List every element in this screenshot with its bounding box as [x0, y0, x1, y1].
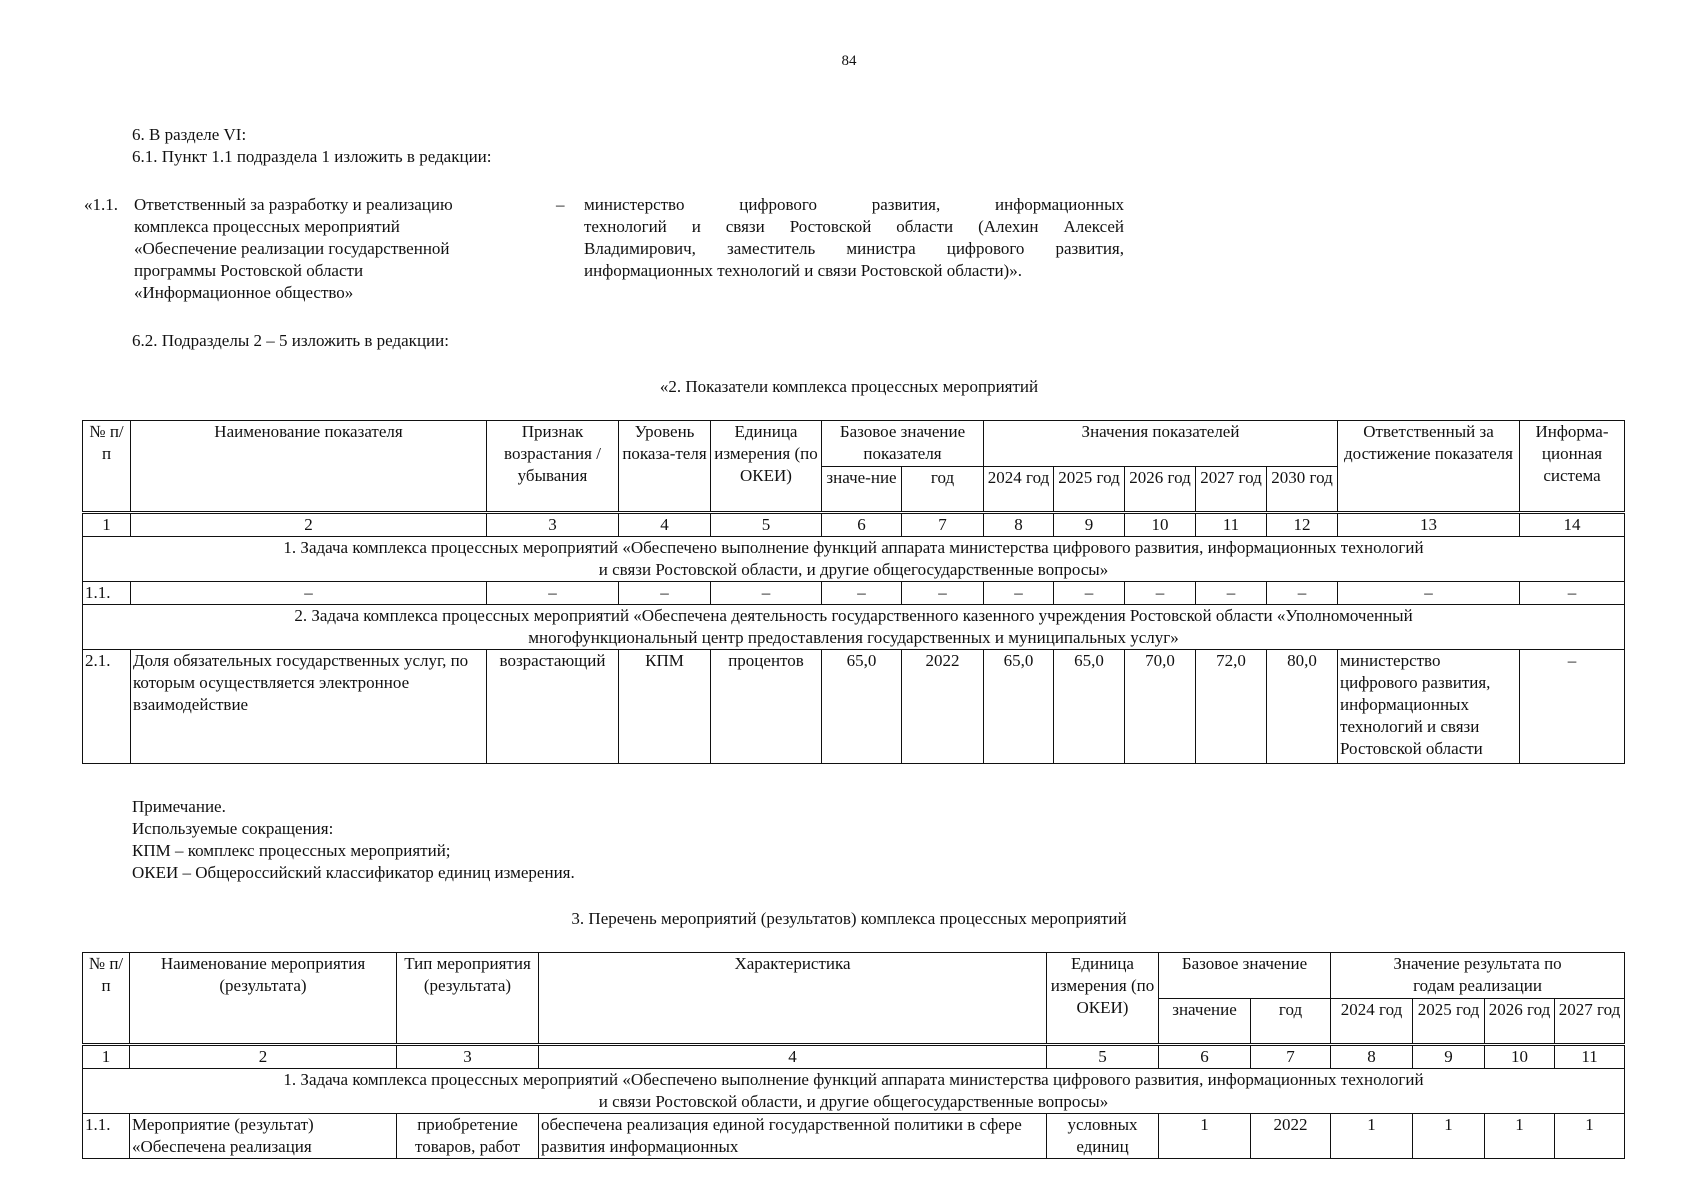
header-base-value: значе-ние — [822, 467, 902, 513]
header-base-value: значение — [1159, 999, 1251, 1045]
clause-left-text — [134, 194, 524, 304]
column-index: 8 — [1331, 1045, 1413, 1069]
task-2-heading: 2. Задача комплекса процессных мероприятий «Обеспечена деятельность государственного казенного учреждения Ростовской области «Уполномоченный многофункциональный центр предоставления государственных и муниципальных услуг» — [83, 605, 1625, 650]
clause-left-line: «Информационное общество» — [134, 283, 354, 302]
clause-left-line: «Обеспечение реализации государственной — [134, 239, 450, 258]
table-cell: – — [984, 582, 1054, 605]
task-row — [83, 537, 1625, 582]
column-index: 1 — [83, 513, 131, 537]
activity-unit: условных единиц — [1047, 1114, 1159, 1159]
header-level: Уровень показа-теля — [619, 421, 711, 513]
table-cell: – — [619, 582, 711, 605]
table-header-row — [83, 953, 1625, 999]
table2-title: 3. Перечень мероприятий (результатов) комплекса процессных мероприятий — [571, 909, 1127, 928]
header-year-2026: 2026 год — [1485, 999, 1555, 1045]
indicator-value-2026: 70,0 — [1125, 650, 1196, 764]
clause-number: «1.1. — [84, 195, 118, 214]
row-number: 1.1. — [83, 582, 131, 605]
table-cell: – — [711, 582, 822, 605]
header-sign: Признак возрастания / убывания — [487, 421, 619, 513]
column-index: 13 — [1338, 513, 1520, 537]
table-cell: – — [1054, 582, 1125, 605]
activity-value-2026: 1 — [1485, 1114, 1555, 1159]
note-line: ОКЕИ – Общероссийский классификатор единиц измерения. — [132, 863, 575, 882]
activity-base-value: 1 — [1159, 1114, 1251, 1159]
column-index: 5 — [711, 513, 822, 537]
clause-right-line: информационных технологий и связи Ростовской области)». — [584, 261, 1022, 280]
column-index: 6 — [822, 513, 902, 537]
column-index: 3 — [487, 513, 619, 537]
table-cell: – — [1338, 582, 1520, 605]
clause-left-line: программы Ростовской области — [134, 261, 364, 280]
column-index: 1 — [83, 1045, 130, 1069]
header-year-2027: 2027 год — [1196, 467, 1267, 513]
header-responsible: Ответственный за достижение показателя — [1338, 421, 1520, 513]
column-index: 9 — [1054, 513, 1125, 537]
clause-left-line: Ответственный за разработку и реализацию — [134, 195, 453, 214]
clause-right-line: министерство цифрового развития, информационных — [584, 195, 1124, 214]
column-index-row — [83, 1045, 1625, 1069]
row-number: 1.1. — [83, 1114, 130, 1159]
header-values: Значения показателей — [984, 421, 1338, 467]
task-row — [83, 1069, 1625, 1114]
table-cell: – — [1196, 582, 1267, 605]
note-line: Используемые сокращения: — [132, 819, 334, 838]
column-index: 5 — [1047, 1045, 1159, 1069]
table-row — [83, 582, 1625, 605]
header-characteristic: Характеристика — [539, 953, 1047, 1045]
table-cell: – — [822, 582, 902, 605]
page-number: 84 — [841, 53, 857, 69]
header-year-2024: 2024 год — [984, 467, 1054, 513]
indicator-system: – — [1520, 650, 1625, 764]
task-1-heading: 1. Задача комплекса процессных мероприятий «Обеспечено выполнение функций аппарата министерства цифрового развития, информационных технологий и связи Ростовской области, и другие общегосударственные вопросы» — [83, 1069, 1625, 1114]
indicators-table — [82, 420, 1625, 764]
header-system: Информа-ционная система — [1520, 421, 1625, 513]
activity-value-2025: 1 — [1413, 1114, 1485, 1159]
table-cell: – — [131, 582, 487, 605]
column-index: 11 — [1196, 513, 1267, 537]
note-line: КПМ – комплекс процессных мероприятий; — [132, 841, 451, 860]
header-result: Значение результата по годам реализации — [1331, 953, 1625, 999]
indicator-responsible: министерство цифрового развития, информационных технологий и связи Ростовской области — [1338, 650, 1520, 764]
column-index: 8 — [984, 513, 1054, 537]
header-no: № п/п — [83, 953, 130, 1045]
table-cell: – — [1520, 582, 1625, 605]
activity-type: приобретение товаров, работ — [397, 1114, 539, 1159]
row-number: 2.1. — [83, 650, 131, 764]
table-header-row — [83, 421, 1625, 467]
table-row — [83, 650, 1625, 764]
column-index: 4 — [539, 1045, 1047, 1069]
column-index: 12 — [1267, 513, 1338, 537]
header-year-2027: 2027 год — [1555, 999, 1625, 1045]
clause-right-line: технологий и связи Ростовской области (Алехин Алексей — [584, 217, 1124, 236]
notes-block — [132, 796, 575, 884]
clause-right-text — [584, 194, 1124, 282]
intro-line-6-1: 6.1. Пункт 1.1 подраздела 1 изложить в редакции: — [132, 147, 492, 166]
column-index: 11 — [1555, 1045, 1625, 1069]
header-base: Базовое значение показателя — [822, 421, 984, 467]
indicator-value-2025: 65,0 — [1054, 650, 1125, 764]
header-base-year: год — [902, 467, 984, 513]
indicator-name: Доля обязательных государственных услуг, по которым осуществляется электронное взаимодействие — [131, 650, 487, 764]
paragraph-6-2: 6.2. Подразделы 2 – 5 изложить в редакции: — [132, 331, 449, 350]
header-unit: Единица измерения (по ОКЕИ) — [711, 421, 822, 513]
header-base-year: год — [1251, 999, 1331, 1045]
table-cell: – — [1125, 582, 1196, 605]
clause-left-line: комплекса процессных мероприятий — [134, 217, 400, 236]
header-type: Тип мероприятия (результата) — [397, 953, 539, 1045]
task-1-heading: 1. Задача комплекса процессных мероприятий «Обеспечено выполнение функций аппарата министерства цифрового развития, информационных технологий и связи Ростовской области, и другие общегосударственные вопросы» — [83, 537, 1625, 582]
clause-right-line: Владимирович, заместитель министра цифрового развития, — [584, 239, 1124, 258]
header-no: № п/п — [83, 421, 131, 513]
intro-line-6: 6. В разделе VI: — [132, 125, 247, 144]
task-row — [83, 605, 1625, 650]
header-name: Наименование показателя — [131, 421, 487, 513]
indicator-base-value: 65,0 — [822, 650, 902, 764]
column-index: 6 — [1159, 1045, 1251, 1069]
header-year-2025: 2025 год — [1054, 467, 1125, 513]
clause-dash: – — [556, 195, 565, 214]
header-year-2030: 2030 год — [1267, 467, 1338, 513]
indicator-value-2024: 65,0 — [984, 650, 1054, 764]
column-index: 2 — [131, 513, 487, 537]
table-row — [83, 1114, 1625, 1159]
activity-base-year: 2022 — [1251, 1114, 1331, 1159]
activities-table — [82, 952, 1625, 1159]
indicator-sign: возрастающий — [487, 650, 619, 764]
indicator-unit: процентов — [711, 650, 822, 764]
header-unit: Единица измерения (по ОКЕИ) — [1047, 953, 1159, 1045]
indicator-value-2030: 80,0 — [1267, 650, 1338, 764]
column-index: 7 — [902, 513, 984, 537]
header-year-2024: 2024 год — [1331, 999, 1413, 1045]
activity-name: Мероприятие (результат) «Обеспечена реализация — [130, 1114, 397, 1159]
indicator-base-year: 2022 — [902, 650, 984, 764]
column-index: 3 — [397, 1045, 539, 1069]
activity-characteristic: обеспечена реализация единой государственной политики в сфере развития информационных — [539, 1114, 1047, 1159]
activity-value-2024: 1 — [1331, 1114, 1413, 1159]
table-cell: – — [487, 582, 619, 605]
column-index: 4 — [619, 513, 711, 537]
indicator-level: КПМ — [619, 650, 711, 764]
table1-title: «2. Показатели комплекса процессных мероприятий — [659, 377, 1039, 396]
header-base: Базовое значение — [1159, 953, 1331, 999]
table-cell: – — [902, 582, 984, 605]
column-index: 7 — [1251, 1045, 1331, 1069]
column-index-row — [83, 513, 1625, 537]
table-cell: – — [1267, 582, 1338, 605]
header-year-2025: 2025 год — [1413, 999, 1485, 1045]
header-name: Наименование мероприятия (результата) — [130, 953, 397, 1045]
column-index: 10 — [1485, 1045, 1555, 1069]
header-year-2026: 2026 год — [1125, 467, 1196, 513]
activity-value-2027: 1 — [1555, 1114, 1625, 1159]
column-index: 14 — [1520, 513, 1625, 537]
indicator-value-2027: 72,0 — [1196, 650, 1267, 764]
column-index: 2 — [130, 1045, 397, 1069]
column-index: 9 — [1413, 1045, 1485, 1069]
column-index: 10 — [1125, 513, 1196, 537]
note-line: Примечание. — [132, 797, 226, 816]
